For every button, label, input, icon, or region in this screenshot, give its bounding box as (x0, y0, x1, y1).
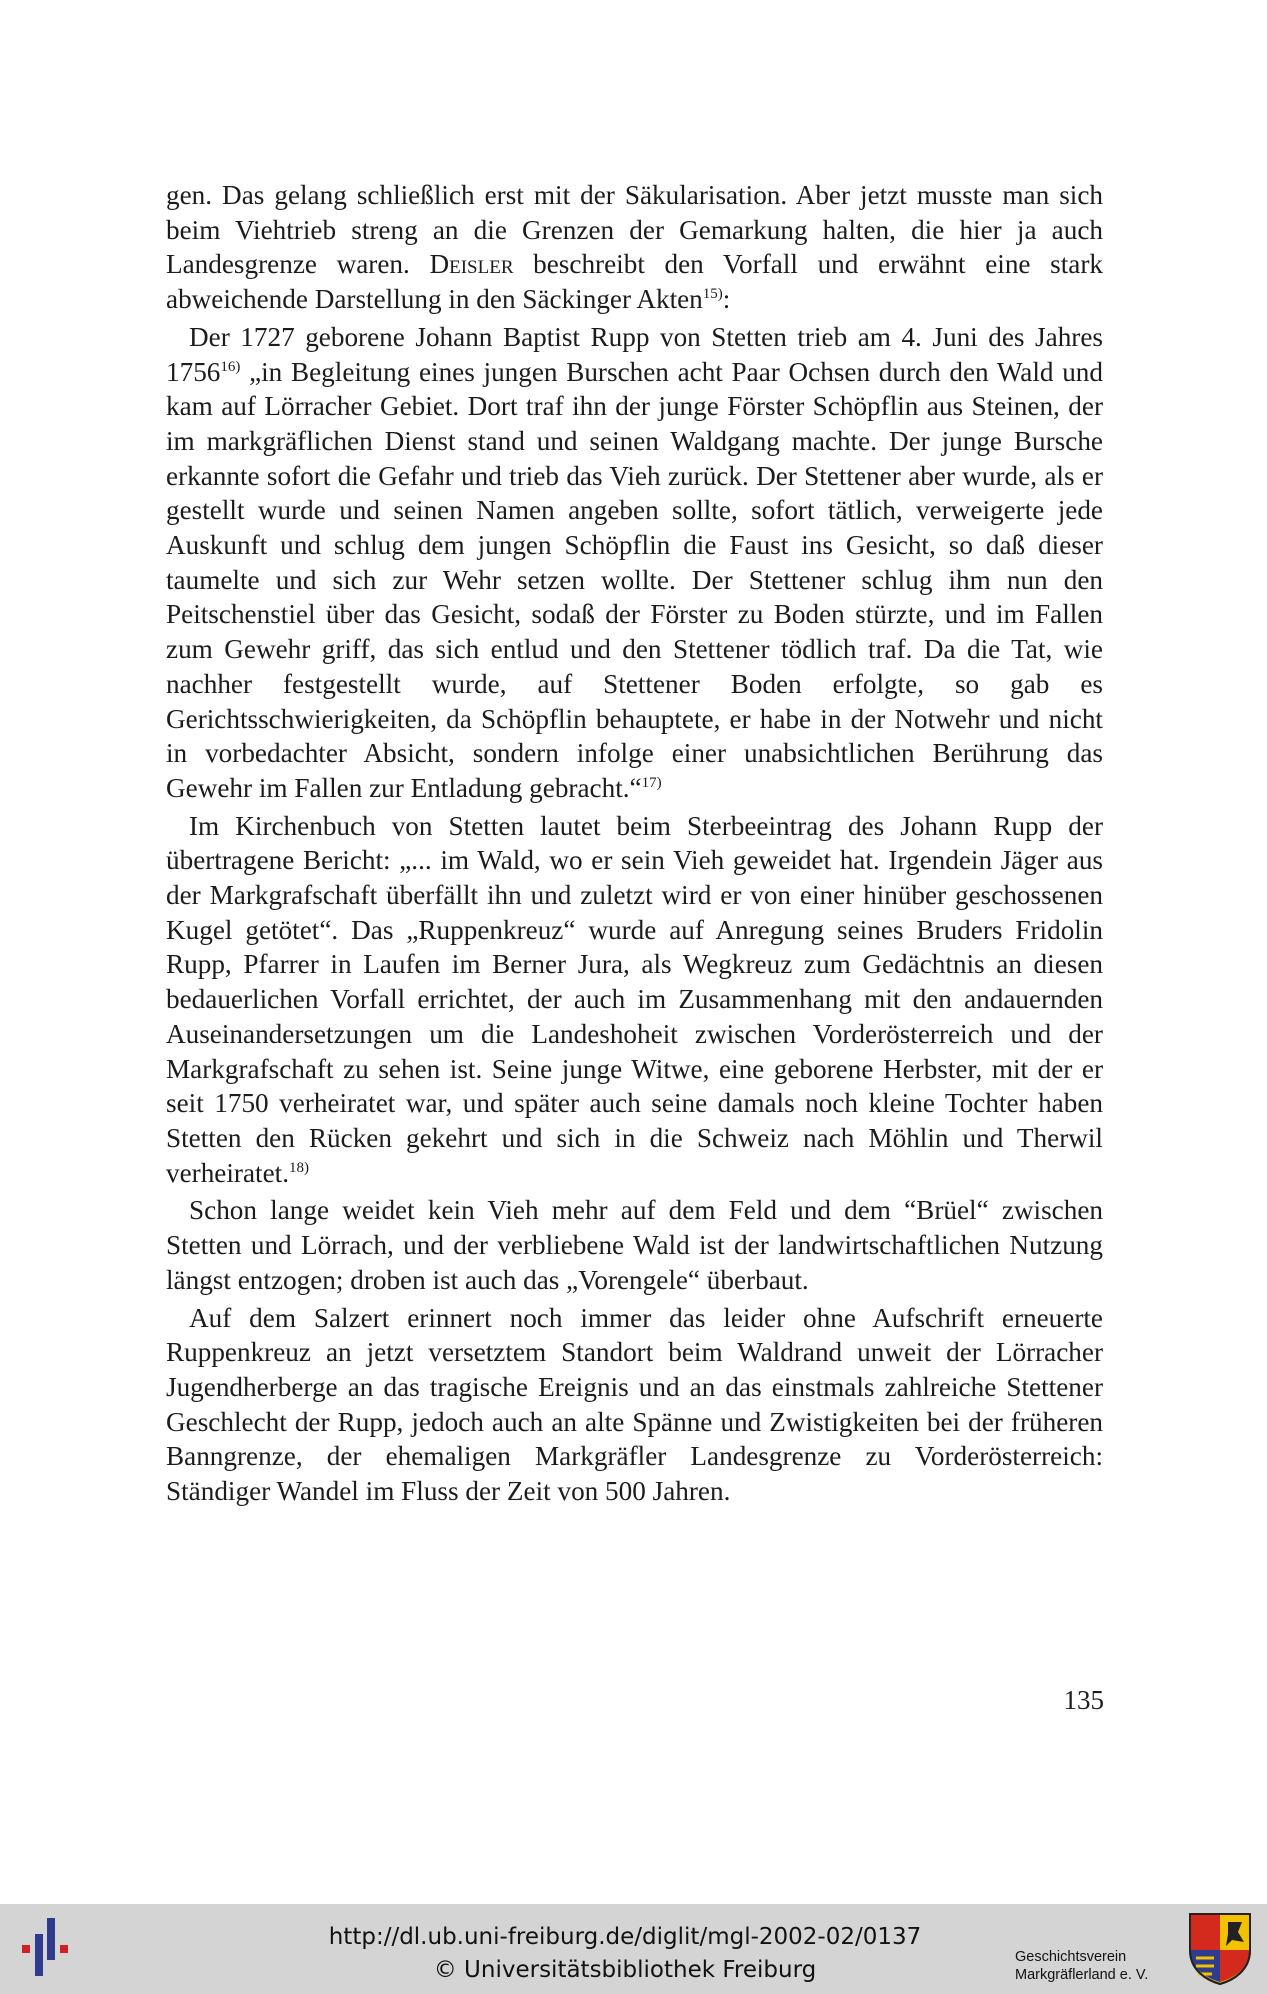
paragraph-text: Der 1727 geborene Johann Baptist Rupp von Stetten trieb am 4. Juni des Jahres 1756 (166, 321, 1103, 387)
paragraph (166, 1193, 1103, 1297)
page-number: 135 (1063, 1685, 1104, 1715)
footer-url-link[interactable]: http://dl.ub.uni-freiburg.de/diglit/mgl-2002-02/0137 (328, 1924, 922, 1950)
paragraph-text: gen. Das gelang schließlich erst mit der Säkularisation. Aber jetzt musste man sich beim Viehtrieb streng an die Grenzen der Gemarkung halten, die hier ja auch Landesgrenze waren. (166, 180, 1103, 280)
paragraph (166, 1301, 1103, 1509)
digital-library-logo-icon[interactable] (16, 1917, 78, 1979)
paragraph (166, 178, 1103, 317)
footer-copyright: © Universitätsbibliothek Freiburg (433, 1957, 817, 1983)
paragraph-text: beschreibt den Vorfall und erwähnt eine stark abweichende Darstellung in den Säckinger Akten (166, 249, 1103, 315)
society-name-line2: Markgräflerland e. V. (1015, 1967, 1149, 1983)
society-name[interactable] (1015, 1948, 1148, 1984)
paragraph (166, 809, 1103, 1191)
body-text (166, 178, 1103, 1509)
paragraph-text: „in Begleitung eines jungen Burschen acht Paar Ochsen durch den Wald und kam auf Lörracher Gebiet. Dort traf ihn der junge Förster Schöpflin aus Steinen, der im markgräflichen Dienst stand und seinen Waldgang machte. Der junge Bursche erkannte sofort die Gefahr und trieb das Vieh zurück. Der Stettener aber wurde, als er gestellt wurde und seinen Namen angeben sollte, sofort tätlich, verweigerte jede Auskunft und schlug dem jungen Schöpflin die Faust ins Gesicht, so daß dieser taumelte und sich zur Wehr setzen wollte. Der Stettener schlug ihm nun den Peitschenstiel über das Gesicht, sodaß der Förster zu Boden stürzte, und im Fallen zum Gewehr griff, das sich entlud und den Stettener tödlich traf. Da die Tat, wie nachher festgestellt wurde, auf Stettener Boden erfolgte, so gab es Gerichtsschwierigkeiten, da Schöpflin behauptete, er habe in der Notwehr und nicht in vorbedachter Absicht, sondern infolge einer unabsichtlichen Berührung das Gewehr im Fallen zur Entladung gebracht.“ (166, 356, 1103, 803)
footnote-marker: 17) (641, 774, 662, 791)
society-name-line1: Geschichtsverein (1015, 1949, 1127, 1965)
paragraph-text: Auf dem Salzert erinnert noch immer das leider ohne Aufschrift erneuerte Ruppenkreuz an jetzt versetztem Standort beim Waldrand unweit der Lörracher Jugendherberge an das tragische Ereignis und an das einstmals zahlreiche Stettener Geschlecht der Rupp, jedoch auch an alte Spänne und Zwistigkeiten bei der früheren Banngrenze, der ehemaligen Markgräfler Landesgrenze zu Vorderösterreich: Ständiger Wandel im Fluss der Zeit von 500 Jahren. (166, 1302, 1103, 1507)
coat-of-arms-crest-icon[interactable] (1188, 1912, 1252, 1986)
paragraph-text: : (722, 284, 731, 315)
paragraph-text: Schon lange weidet kein Vieh mehr auf dem Feld und dem “Brüel“ zwischen Stetten und Lörrach, und der verbliebene Wald ist der landwirtschaftlichen Nutzung längst entzogen; droben ist auch das „Vorengele“ überbaut. (166, 1195, 1103, 1295)
paragraph (166, 320, 1103, 806)
author-name: Deisler (429, 249, 514, 280)
footnote-marker: 18) (289, 1159, 310, 1176)
footnote-marker: 16) (220, 358, 241, 375)
paragraph-text: Im Kirchenbuch von Stetten lautet beim Sterbeeintrag des Johann Rupp der übertragene Bericht: „... im Wald, wo er sein Vieh geweidet hat. Irgendein Jäger aus der Markgrafschaft überfällt ihn und zuletzt wird er von einer hinüber geschossenen Kugel getötet“. Das „Ruppenkreuz“ wurde auf Anregung seines Bruders Fridolin Rupp, Pfarrer in Laufen im Berner Jura, als Wegkreuz zum Gedächtnis an diesen bedauerlichen Vorfall errichtet, der auch im Zusammenhang mit den andauernden Auseinandersetzungen um die Landeshoheit zwischen Vorderösterreich und der Markgrafschaft zu sehen ist. Seine junge Witwe, eine geborene Herbster, mit der er seit 1750 verheiratet war, und später auch seine damals noch kleine Tochter haben Stetten den Rücken gekehrt und sich in die Schweiz nach Möhlin und Therwil verheiratet. (166, 810, 1103, 1188)
footnote-marker: 15) (702, 286, 723, 303)
